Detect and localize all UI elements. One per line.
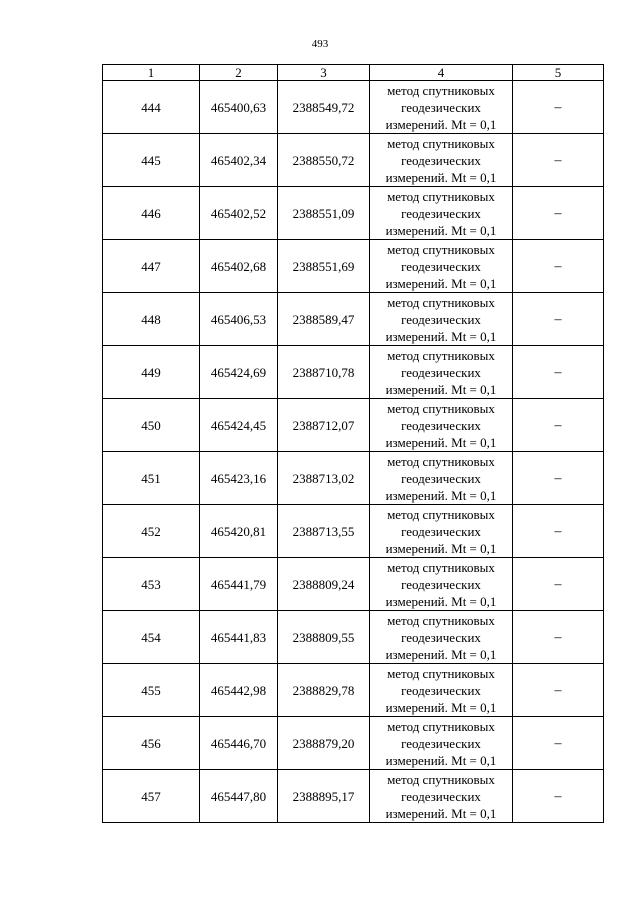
method-line: метод спутниковых <box>387 453 495 469</box>
method-line: измерений. Mt = 0,1 <box>385 381 497 397</box>
page-number: 493 <box>311 38 329 50</box>
method-line: геодезических <box>401 417 481 433</box>
method-line: измерений. Mt = 0,1 <box>385 593 497 609</box>
table-row <box>103 452 604 505</box>
header-col-2: 2 <box>200 65 278 81</box>
note-cell: – <box>513 187 604 240</box>
coordinate-x: 465424,45 <box>200 399 278 452</box>
method-line: геодезических <box>401 152 481 168</box>
coordinate-y: 2388713,55 <box>278 505 370 558</box>
coordinate-y: 2388809,24 <box>278 558 370 611</box>
point-number: 450 <box>103 399 200 452</box>
method-line: метод спутниковых <box>387 612 495 628</box>
coordinate-y: 2388879,20 <box>278 717 370 770</box>
method-line: измерений. Mt = 0,1 <box>385 487 497 503</box>
method-line: измерений. Mt = 0,1 <box>385 169 497 185</box>
coordinate-y: 2388710,78 <box>278 346 370 399</box>
note-cell: – <box>513 558 604 611</box>
note-cell: – <box>513 770 604 823</box>
table-row <box>103 81 604 134</box>
method-cell <box>370 346 513 399</box>
method-line: геодезических <box>401 576 481 592</box>
coordinate-x: 465406,53 <box>200 293 278 346</box>
coordinate-x: 465420,81 <box>200 505 278 558</box>
coordinate-x: 465400,63 <box>200 81 278 134</box>
method-line: геодезических <box>401 258 481 274</box>
method-line: измерений. Mt = 0,1 <box>385 222 497 238</box>
coordinate-x: 465402,52 <box>200 187 278 240</box>
header-col-5: 5 <box>513 65 604 81</box>
point-number: 446 <box>103 187 200 240</box>
table-row <box>103 240 604 293</box>
method-cell <box>370 558 513 611</box>
method-cell <box>370 717 513 770</box>
table-row <box>103 505 604 558</box>
point-number: 444 <box>103 81 200 134</box>
note-cell: – <box>513 346 604 399</box>
method-line: геодезических <box>401 682 481 698</box>
method-line: измерений. Mt = 0,1 <box>385 699 497 715</box>
coordinate-x: 465442,98 <box>200 664 278 717</box>
coordinate-y: 2388809,55 <box>278 611 370 664</box>
note-cell: – <box>513 399 604 452</box>
note-cell: – <box>513 505 604 558</box>
coordinate-y: 2388712,07 <box>278 399 370 452</box>
method-line: метод спутниковых <box>387 82 495 98</box>
method-line: геодезических <box>401 735 481 751</box>
method-line: измерений. Mt = 0,1 <box>385 328 497 344</box>
coordinate-y: 2388549,72 <box>278 81 370 134</box>
method-cell <box>370 399 513 452</box>
method-cell <box>370 293 513 346</box>
method-line: метод спутниковых <box>387 718 495 734</box>
note-cell: – <box>513 664 604 717</box>
coordinate-x: 465424,69 <box>200 346 278 399</box>
method-cell <box>370 452 513 505</box>
point-number: 456 <box>103 717 200 770</box>
coordinate-y: 2388551,69 <box>278 240 370 293</box>
method-line: метод спутниковых <box>387 771 495 787</box>
method-line: геодезических <box>401 364 481 380</box>
method-line: метод спутниковых <box>387 400 495 416</box>
point-number: 445 <box>103 134 200 187</box>
point-number: 448 <box>103 293 200 346</box>
coordinate-y: 2388551,09 <box>278 187 370 240</box>
method-line: геодезических <box>401 629 481 645</box>
coordinate-x: 465402,68 <box>200 240 278 293</box>
method-line: измерений. Mt = 0,1 <box>385 805 497 821</box>
header-col-4: 4 <box>370 65 513 81</box>
coordinate-x: 465446,70 <box>200 717 278 770</box>
coordinate-y: 2388895,17 <box>278 770 370 823</box>
method-line: метод спутниковых <box>387 294 495 310</box>
method-line: метод спутниковых <box>387 135 495 151</box>
coordinate-y: 2388589,47 <box>278 293 370 346</box>
note-cell: – <box>513 717 604 770</box>
method-line: геодезических <box>401 523 481 539</box>
coordinate-x: 465441,79 <box>200 558 278 611</box>
point-number: 451 <box>103 452 200 505</box>
method-cell <box>370 611 513 664</box>
method-cell <box>370 134 513 187</box>
method-line: измерений. Mt = 0,1 <box>385 275 497 291</box>
method-line: измерений. Mt = 0,1 <box>385 752 497 768</box>
table-row <box>103 611 604 664</box>
coordinate-y: 2388550,72 <box>278 134 370 187</box>
coordinate-y: 2388713,02 <box>278 452 370 505</box>
table-row <box>103 717 604 770</box>
method-line: геодезических <box>401 311 481 327</box>
table-row <box>103 187 604 240</box>
method-cell <box>370 770 513 823</box>
note-cell: – <box>513 611 604 664</box>
method-line: метод спутниковых <box>387 665 495 681</box>
point-number: 457 <box>103 770 200 823</box>
note-cell: – <box>513 81 604 134</box>
method-cell <box>370 81 513 134</box>
point-number: 454 <box>103 611 200 664</box>
table-body <box>103 81 604 823</box>
method-cell <box>370 240 513 293</box>
method-line: геодезических <box>401 205 481 221</box>
table-row <box>103 558 604 611</box>
point-number: 449 <box>103 346 200 399</box>
method-line: измерений. Mt = 0,1 <box>385 116 497 132</box>
method-line: метод спутниковых <box>387 241 495 257</box>
note-cell: – <box>513 240 604 293</box>
note-cell: – <box>513 452 604 505</box>
method-line: измерений. Mt = 0,1 <box>385 434 497 450</box>
table-row <box>103 134 604 187</box>
method-line: измерений. Mt = 0,1 <box>385 540 497 556</box>
table-row <box>103 399 604 452</box>
point-number: 447 <box>103 240 200 293</box>
coordinates-table <box>102 64 604 823</box>
header-row <box>103 65 604 81</box>
method-line: измерений. Mt = 0,1 <box>385 646 497 662</box>
table-row <box>103 664 604 717</box>
coordinate-x: 465402,34 <box>200 134 278 187</box>
method-cell <box>370 664 513 717</box>
header-col-1: 1 <box>103 65 200 81</box>
method-line: метод спутниковых <box>387 559 495 575</box>
point-number: 455 <box>103 664 200 717</box>
note-cell: – <box>513 134 604 187</box>
note-cell: – <box>513 293 604 346</box>
method-line: метод спутниковых <box>387 347 495 363</box>
method-line: метод спутниковых <box>387 188 495 204</box>
point-number: 453 <box>103 558 200 611</box>
coordinate-x: 465447,80 <box>200 770 278 823</box>
coordinate-x: 465441,83 <box>200 611 278 664</box>
method-line: геодезических <box>401 788 481 804</box>
table-row <box>103 346 604 399</box>
point-number: 452 <box>103 505 200 558</box>
method-line: геодезических <box>401 470 481 486</box>
table-row <box>103 293 604 346</box>
method-cell <box>370 187 513 240</box>
coordinate-x: 465423,16 <box>200 452 278 505</box>
method-line: метод спутниковых <box>387 506 495 522</box>
method-line: геодезических <box>401 99 481 115</box>
table-row <box>103 770 604 823</box>
method-cell <box>370 505 513 558</box>
header-col-3: 3 <box>278 65 370 81</box>
coordinate-y: 2388829,78 <box>278 664 370 717</box>
